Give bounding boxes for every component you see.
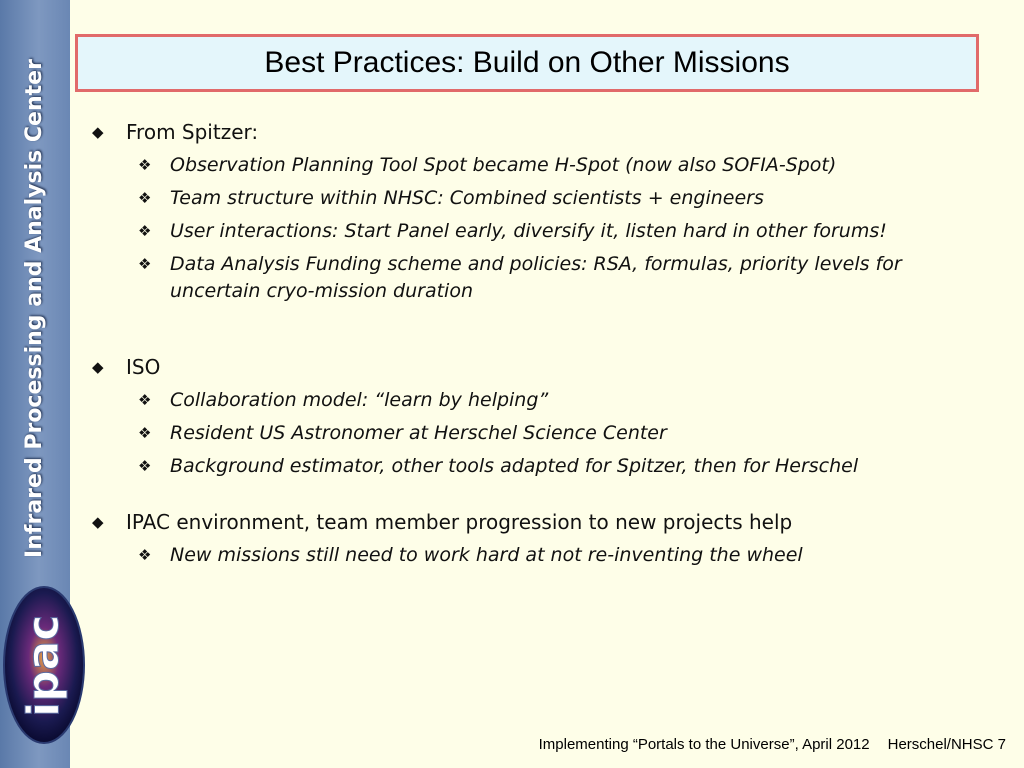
bullet-text: ISO <box>126 355 161 379</box>
sub-bullet-text: Observation Planning Tool Spot became H-Spot (now also SOFIA-Spot) <box>170 154 837 176</box>
clover-bullet-icon: ❖ <box>138 189 152 207</box>
ipac-logo <box>2 585 86 745</box>
sub-bullet-text: Background estimator, other tools adapted for Spitzer, then for Herschel <box>170 455 859 477</box>
sub-bullet-item <box>90 152 990 179</box>
logo-text: ipac <box>18 614 69 717</box>
clover-bullet-icon: ❖ <box>138 457 152 475</box>
sub-bullet-item <box>90 420 990 447</box>
sub-bullet-item <box>90 542 990 569</box>
sub-bullet-item <box>90 218 990 245</box>
sub-bullet-item <box>90 387 990 414</box>
bullet-item <box>90 118 990 146</box>
ipac-logo-graphic <box>2 585 86 745</box>
clover-bullet-icon: ❖ <box>138 424 152 442</box>
bullet-item <box>90 353 990 381</box>
sub-bullet-text: Collaboration model: “learn by helping” <box>170 389 549 411</box>
footer-event: Implementing “Portals to the Universe”, April 2012 <box>538 736 870 753</box>
slide-title-box <box>75 34 979 92</box>
sub-bullet-text: User interactions: Start Panel early, diversify it, listen hard in other forums! <box>170 220 887 242</box>
slide-content <box>90 118 990 569</box>
sub-bullet-item <box>90 185 990 212</box>
bullet-text: From Spitzer: <box>126 120 259 144</box>
bullet-text: IPAC environment, team member progression to new projects help <box>126 510 793 534</box>
bullet-group-iso <box>90 353 990 480</box>
sub-bullet-text: Team structure within NHSC: Combined scientists + engineers <box>170 187 764 209</box>
clover-bullet-icon: ❖ <box>138 255 152 273</box>
sub-bullet-item <box>90 251 970 305</box>
sub-bullet-text: New missions still need to work hard at not re-inventing the wheel <box>170 544 803 566</box>
bullet-item <box>90 508 990 536</box>
sub-bullet-text: Resident US Astronomer at Herschel Science Center <box>170 422 667 444</box>
sidebar-title: Infrared Processing and Analysis Center <box>21 58 47 558</box>
diamond-bullet-icon: ◆ <box>92 358 104 376</box>
clover-bullet-icon: ❖ <box>138 156 152 174</box>
bullet-group-spitzer <box>90 118 990 305</box>
sub-bullet-item <box>90 453 990 480</box>
sidebar-title-container <box>20 38 48 578</box>
diamond-bullet-icon: ◆ <box>92 123 104 141</box>
footer-page-number: Herschel/NHSC 7 <box>887 736 1006 753</box>
slide-title: Best Practices: Build on Other Missions <box>264 46 790 79</box>
diamond-bullet-icon: ◆ <box>92 513 104 531</box>
bullet-group-ipac <box>90 508 990 569</box>
sub-bullet-text: Data Analysis Funding scheme and policies: RSA, formulas, priority levels for uncertain cryo-mission duration <box>170 253 902 302</box>
slide-footer <box>539 736 1006 753</box>
clover-bullet-icon: ❖ <box>138 546 152 564</box>
clover-bullet-icon: ❖ <box>138 391 152 409</box>
clover-bullet-icon: ❖ <box>138 222 152 240</box>
